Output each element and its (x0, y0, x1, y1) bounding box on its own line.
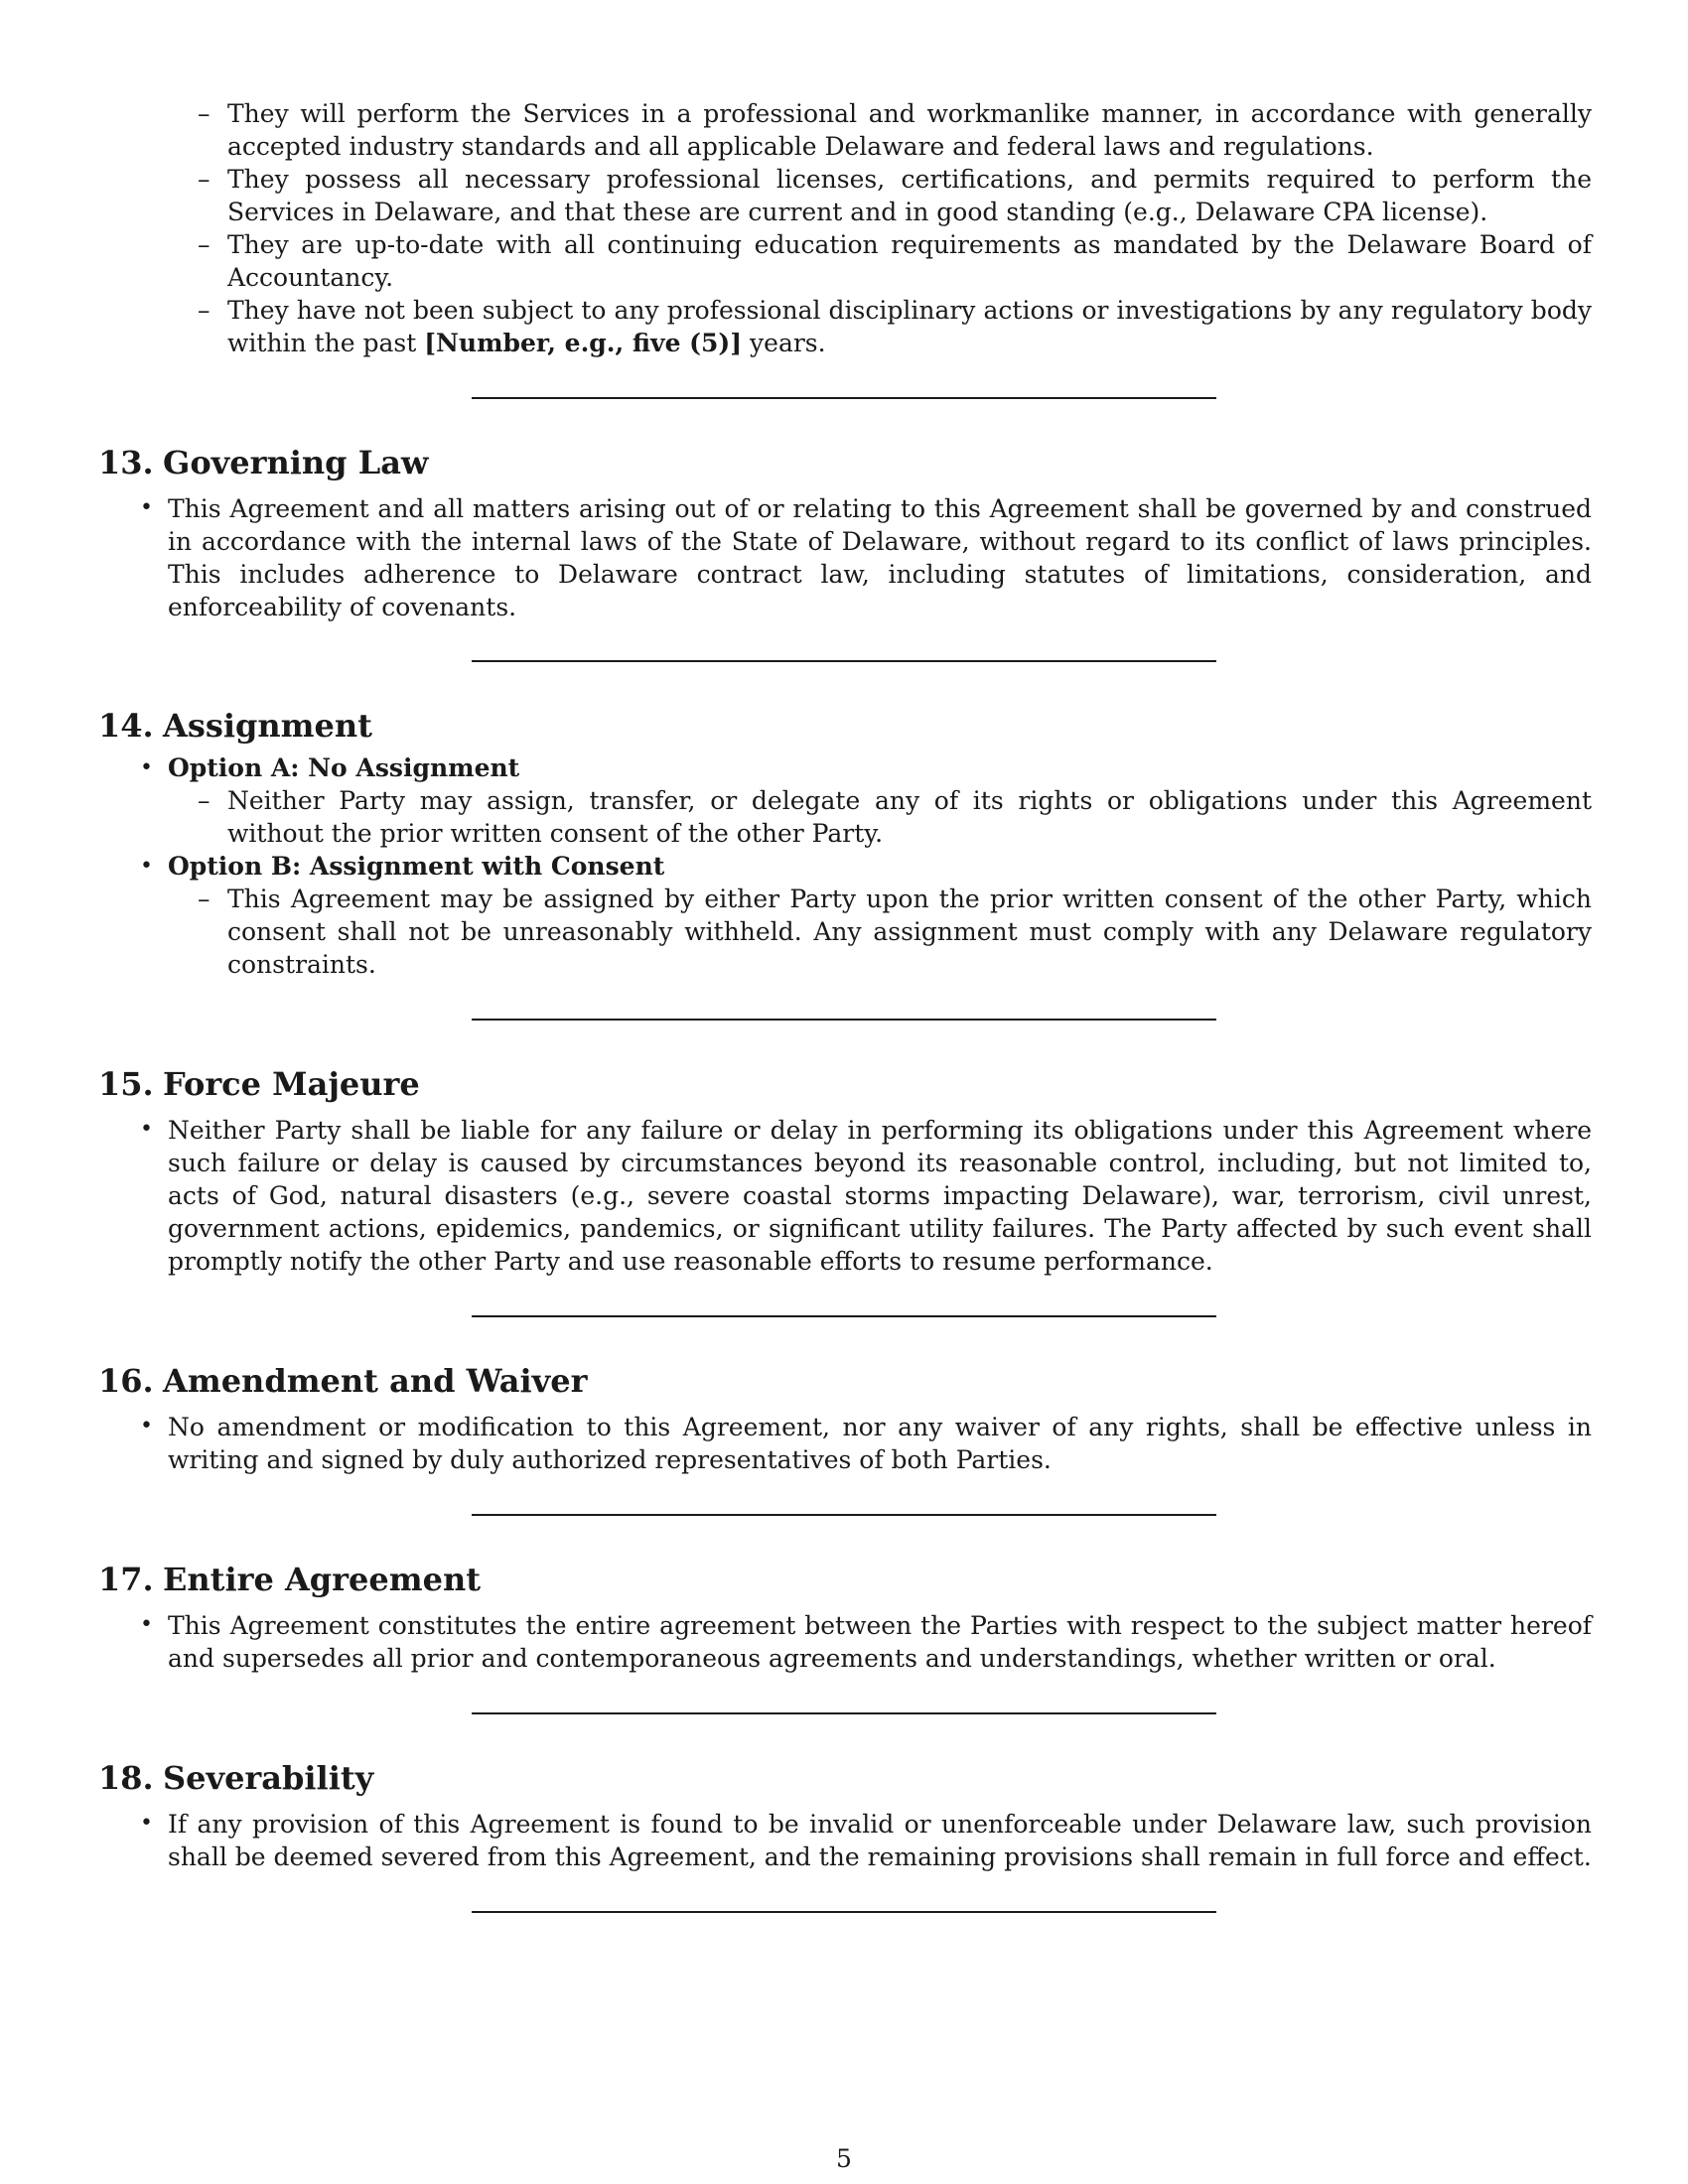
warranty-list (98, 97, 1592, 359)
list-item (98, 492, 1592, 623)
section-number: 16. (98, 1362, 154, 1400)
list-item (98, 1609, 1592, 1675)
section-text: No amendment or modification to this Agreement, nor any waiver of any rights, shall be effective unless in writing and signed by duly authorized representatives of both Parties. (168, 1413, 1592, 1474)
bullet-marker: • (140, 1811, 153, 1836)
list-item (98, 1114, 1592, 1278)
list-item (98, 883, 1592, 981)
section-title: Amendment and Waiver (163, 1362, 588, 1400)
dash-marker: – (198, 296, 211, 325)
list-item (98, 751, 1592, 784)
dash-marker: – (198, 786, 211, 815)
section-divider (472, 1514, 1216, 1516)
page-number: 5 (836, 2144, 852, 2173)
page-content (98, 97, 1592, 1913)
list-item-text: They possess all necessary professional licenses, certifications, and permits required to perform the Services in Delaware, and that these are current and in good standing (e.g., Delaware CPA license). (227, 165, 1592, 226)
list-item (98, 228, 1592, 294)
section-divider (472, 397, 1216, 399)
section-title: Force Majeure (163, 1065, 420, 1103)
bullet-marker: • (140, 495, 153, 520)
bullet-marker: • (140, 755, 153, 780)
section-number: 15. (98, 1065, 154, 1103)
bullet-marker: • (140, 1414, 153, 1438)
section-heading-severability (98, 1758, 1592, 1798)
list-item (98, 1411, 1592, 1476)
section-heading-governing-law (98, 443, 1592, 482)
section-text: This Agreement and all matters arising out of or relating to this Agreement shall be governed by and construed in accordance with the internal laws of the State of Delaware, without regard to its conflict of laws principles. This includes adherence to Delaware contract law, including statutes of limitations, consideration, and enforceability of covenants. (168, 494, 1592, 621)
dash-marker: – (198, 99, 211, 128)
list-item (98, 294, 1592, 359)
section-number: 14. (98, 707, 154, 745)
section-heading-amendment-waiver (98, 1361, 1592, 1401)
list-item (98, 1808, 1592, 1873)
list-item (98, 97, 1592, 163)
option-a-title: Option A: No Assignment (168, 753, 520, 782)
section-text: This Agreement constitutes the entire agreement between the Parties with respect to the subject matter hereof and supersedes all prior and contemporaneous agreements and understandings, whether written or oral. (168, 1611, 1592, 1673)
bullet-marker: • (140, 854, 153, 879)
section-divider (472, 1712, 1216, 1714)
placeholder-number: [Number, e.g., five (5)] (424, 329, 743, 357)
bullet-marker: • (140, 1117, 153, 1142)
dash-marker: – (198, 885, 211, 913)
option-a-text: Neither Party may assign, transfer, or delegate any of its rights or obligations under this Agreement without the prior written consent of the other Party. (227, 786, 1592, 848)
bullet-marker: • (140, 1612, 153, 1637)
dash-marker: – (198, 230, 211, 259)
list-item-text: They are up-to-date with all continuing education requirements as mandated by the Delaware Board of Accountancy. (227, 230, 1592, 292)
dash-marker: – (198, 165, 211, 194)
section-title: Severability (163, 1759, 374, 1797)
section-number: 17. (98, 1561, 154, 1598)
list-item-text: They have not been subject to any professional disciplinary actions or investigations by any regulatory body within the past (227, 296, 1592, 357)
option-b-title: Option B: Assignment with Consent (168, 852, 665, 881)
section-divider (472, 1911, 1216, 1913)
list-item (98, 163, 1592, 228)
section-number: 18. (98, 1759, 154, 1797)
list-item (98, 784, 1592, 850)
section-text: If any provision of this Agreement is found to be invalid or unenforceable under Delaware law, such provision shall be deemed severed from this Agreement, and the remaining provisions shall remain in full force and effect. (168, 1810, 1592, 1871)
section-title: Assignment (163, 707, 372, 745)
section-text: Neither Party shall be liable for any failure or delay in performing its obligations under this Agreement where such failure or delay is caused by circumstances beyond its reasonable control, including, but not limited to, acts of God, natural disasters (e.g., severe coastal storms impacting Delaware), war, terrorism, civil unrest, government actions, epidemics, pandemics, or significant utility failures. The Party affected by such event shall promptly notify the other Party and use reasonable efforts to resume performance. (168, 1116, 1592, 1276)
section-heading-assignment (98, 706, 1592, 746)
section-title: Governing Law (163, 444, 429, 481)
section-title: Entire Agreement (163, 1561, 481, 1598)
list-item-tail: years. (742, 329, 826, 357)
section-divider (472, 1315, 1216, 1317)
section-heading-entire-agreement (98, 1560, 1592, 1599)
list-item (98, 850, 1592, 883)
list-item-text: They will perform the Services in a professional and workmanlike manner, in accordance with generally accepted industry standards and all applicable Delaware and federal laws and regulations. (227, 99, 1592, 161)
option-b-text: This Agreement may be assigned by either Party upon the prior written consent of the other Party, which consent shall not be unreasonably withheld. Any assignment must comply with any Delaware regulatory constraints. (227, 885, 1592, 979)
section-divider (472, 1019, 1216, 1021)
section-divider (472, 660, 1216, 662)
section-number: 13. (98, 444, 154, 481)
section-heading-force-majeure (98, 1064, 1592, 1104)
